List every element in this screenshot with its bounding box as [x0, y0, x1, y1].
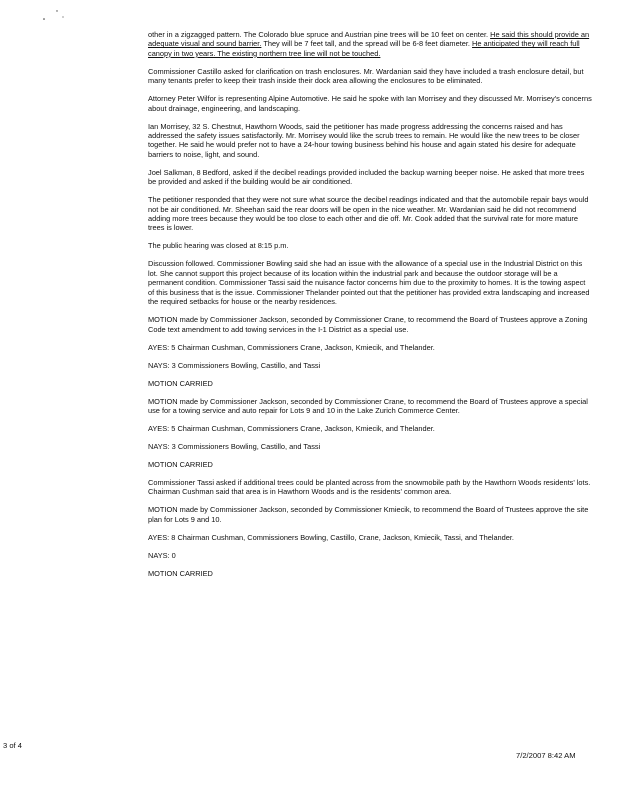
scan-specks [40, 8, 80, 22]
paragraph: AYES: 5 Chairman Cushman, Commissioners Crane, Jackson, Kmiecik, and Thelander. [148, 423, 435, 433]
minutes-body [148, 30, 592, 587]
paragraph: MOTION CARRIED [148, 568, 213, 578]
paragraph-text: other in a zigzagged pattern. The Colorado blue spruce and Austrian pine trees will be 10 feet on center. [148, 30, 491, 39]
underlined-text: He said this should provide an adequate visual and sound barrier. [148, 30, 590, 49]
print-timestamp: 7/2/2007 8:42 AM [516, 751, 576, 760]
paragraph: Joel Salkman, 8 Bedford, asked if the decibel readings provided included the backup warning beeper noise. He asked that more trees be provided and asked if the building would be air conditioned. [148, 167, 585, 187]
paragraph: Commissioner Castillo asked for clarification on trash enclosures. Mr. Wardanian said they have included a trash enclosure detail, but many tenants prefer to keep their trash inside their dock area allowing the enclosures to be eliminated. [148, 66, 584, 86]
paragraph: NAYS: 3 Commissioners Bowling, Castillo, and Tassi [148, 360, 321, 370]
paragraph: Discussion followed. Commissioner Bowling said she had an issue with the allowance of a special use in the Industrial District on this lot. She cannot support this project because of its location within the industrial park and because the outdoor storage will be a permanent condition. Commissioner Tassi said the nuisance factor concerns him due to the proximity to homes. It is the towing aspect of this business that is the issue. Commissioner Thelander pointed out that the petitioner has provided extra landscaping and increased the required setbacks for house or the nearby residences. [148, 259, 590, 307]
paragraph: NAYS: 0 [148, 550, 176, 560]
paragraph: MOTION made by Commissioner Jackson, seconded by Commissioner Crane, to recommend the Board of Trustees approve a Zoning Code text amendment to add towing services in the I-1 District as a special use. [148, 315, 588, 334]
paragraph: The public hearing was closed at 8:15 p.m. [148, 241, 289, 251]
underlined-text: He anticipated they will reach full canopy in two years. The existing northern tree line will not be touched. [148, 39, 580, 58]
paragraph: AYES: 5 Chairman Cushman, Commissioners Crane, Jackson, Kmiecik, and Thelander. [148, 342, 435, 352]
page-number: 3 of 4 [3, 741, 22, 750]
paragraph: MOTION made by Commissioner Jackson, seconded by Commissioner Kmiecik, to recommend the Board of Trustees approve the site plan for Lots 9 and 10. [148, 505, 589, 524]
paragraph [148, 30, 592, 58]
paragraph: Attorney Peter Wilfor is representing Alpine Automotive. He said he spoke with Ian Morrisey and they discussed Mr. Morrisey's concerns about drainage, engineering, and landscaping. [148, 94, 592, 113]
paragraph: MOTION made by Commissioner Jackson, seconded by Commissioner Crane, to recommend the Board of Trustees approve a special use for a towing service and auto repair for Lots 9 and 10 in the Lake Zurich Commerce Center. [148, 396, 588, 415]
paragraph: The petitioner responded that they were not sure what source the decibel readings indicated and that the automobile repair bays would not be air conditioned. Mr. Sheehan said the rear doors will be open in the nice weather. Mr. Wardanian said he did not recommend adding more trees because they would be too close to each other and die off. Mr. Cook added that the survival rate for more mature trees is lower. [148, 195, 589, 233]
paragraph: MOTION CARRIED [148, 459, 213, 469]
paragraph: MOTION CARRIED [148, 378, 213, 388]
paragraph: NAYS: 3 Commissioners Bowling, Castillo, and Tassi [148, 441, 321, 451]
paragraph: AYES: 8 Chairman Cushman, Commissioners Bowling, Castillo, Crane, Jackson, Kmiecik, Tassi, and Thelander. [148, 532, 514, 542]
paragraph-text: They will be 7 feet tall, and the spread will be 6-8 feet diameter. [261, 39, 473, 49]
paragraph: Commissioner Tassi asked if additional trees could be planted across from the snowmobile path by the Hawthorn Woods residents' lots. Chairman Cushman said that area is in Hawthorn Woods and is the residents' common area. [148, 477, 591, 497]
paragraph: Ian Morrisey, 32 S. Chestnut, Hawthorn Woods, said the petitioner has made progress addressing the concerns raised and has addressed the safety issues satisfactorily. Mr. Morrisey would like the scrub trees to remain. He would like the new trees to be closer together. He said he would prefer not to have a 24-hour towing business behind his house and again stated his desire for adequate barriers to noise, light, and sound. [148, 121, 580, 159]
